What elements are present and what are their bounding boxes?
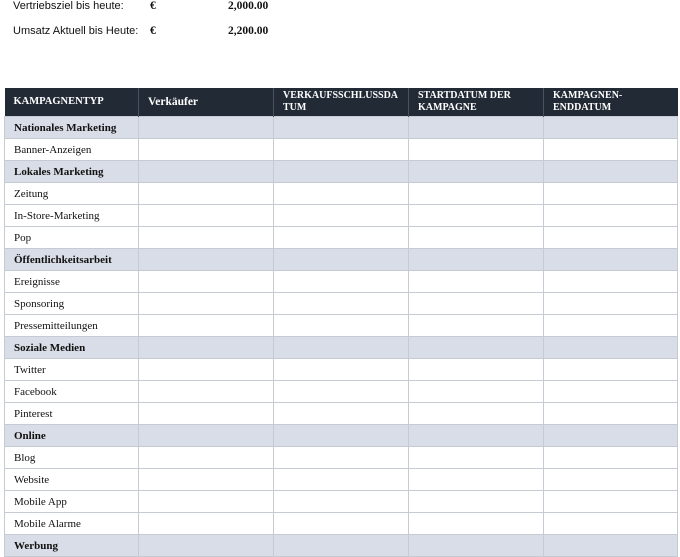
campaign-type-cell: Mobile App: [5, 491, 139, 513]
category-row: [5, 535, 678, 557]
goal-label: Vertriebsziel bis heute:: [13, 0, 124, 12]
sale-close-date-cell[interactable]: [274, 425, 409, 447]
table-row: [5, 139, 678, 161]
category-row: [5, 249, 678, 271]
header-seller: Verkäufer: [139, 88, 274, 117]
header-campaign-start: STARTDATUM DER KAMPAGNE: [409, 88, 544, 117]
end-date-cell[interactable]: [544, 293, 678, 315]
campaign-type-cell: Ereignisse: [5, 271, 139, 293]
header-sale-close-date: VERKAUFSSCHLUSSDA TUM: [274, 88, 409, 117]
header-campaign-end: KAMPAGNEN-ENDDATUM: [544, 88, 678, 117]
campaign-type-cell: Pressemitteilungen: [5, 315, 139, 337]
start-date-cell[interactable]: [409, 271, 544, 293]
sale-close-date-cell[interactable]: [274, 249, 409, 271]
seller-cell[interactable]: [139, 403, 274, 425]
start-date-cell[interactable]: [409, 535, 544, 557]
seller-cell[interactable]: [139, 315, 274, 337]
campaign-type-cell: Öffentlichkeitsarbeit: [5, 249, 139, 271]
table-row: [5, 513, 678, 535]
end-date-cell[interactable]: [544, 447, 678, 469]
end-date-cell[interactable]: [544, 359, 678, 381]
end-date-cell[interactable]: [544, 271, 678, 293]
sale-close-date-cell[interactable]: [274, 183, 409, 205]
seller-cell[interactable]: [139, 161, 274, 183]
sale-close-date-cell[interactable]: [274, 139, 409, 161]
start-date-cell[interactable]: [409, 403, 544, 425]
table-row: [5, 491, 678, 513]
table-row: [5, 359, 678, 381]
sale-close-date-cell[interactable]: [274, 513, 409, 535]
start-date-cell[interactable]: [409, 183, 544, 205]
start-date-cell[interactable]: [409, 381, 544, 403]
end-date-cell[interactable]: [544, 381, 678, 403]
sale-close-date-cell[interactable]: [274, 337, 409, 359]
sale-close-date-cell[interactable]: [274, 381, 409, 403]
start-date-cell[interactable]: [409, 469, 544, 491]
end-date-cell[interactable]: [544, 469, 678, 491]
end-date-cell[interactable]: [544, 117, 678, 139]
table-row: [5, 381, 678, 403]
start-date-cell[interactable]: [409, 249, 544, 271]
header-campaign-type: KAMPAGNENTYP: [5, 88, 139, 117]
start-date-cell[interactable]: [409, 205, 544, 227]
end-date-cell[interactable]: [544, 227, 678, 249]
campaign-type-cell: Facebook: [5, 381, 139, 403]
end-date-cell[interactable]: [544, 491, 678, 513]
seller-cell[interactable]: [139, 535, 274, 557]
category-row: [5, 161, 678, 183]
seller-cell[interactable]: [139, 381, 274, 403]
table-row: [5, 469, 678, 491]
table-row: [5, 227, 678, 249]
sale-close-date-cell[interactable]: [274, 117, 409, 139]
actual-label: Umsatz Aktuell bis Heute:: [13, 25, 139, 37]
goal-currency: €: [150, 0, 156, 12]
campaign-type-cell: Pinterest: [5, 403, 139, 425]
start-date-cell[interactable]: [409, 359, 544, 381]
campaign-type-cell: Zeitung: [5, 183, 139, 205]
table-row: [5, 271, 678, 293]
sale-close-date-cell[interactable]: [274, 359, 409, 381]
summary-goal-row: [13, 0, 313, 14]
table-row: [5, 205, 678, 227]
campaign-type-cell: Werbung: [5, 535, 139, 557]
sale-close-date-cell[interactable]: [274, 469, 409, 491]
campaign-type-cell: Sponsoring: [5, 293, 139, 315]
table-header-row: [5, 88, 678, 117]
seller-cell[interactable]: [139, 359, 274, 381]
start-date-cell[interactable]: [409, 337, 544, 359]
sale-close-date-cell[interactable]: [274, 227, 409, 249]
campaign-type-cell: Blog: [5, 447, 139, 469]
campaign-type-cell: Banner-Anzeigen: [5, 139, 139, 161]
category-row: [5, 117, 678, 139]
table-row: [5, 447, 678, 469]
table-row: [5, 403, 678, 425]
end-date-cell[interactable]: [544, 183, 678, 205]
table-row: [5, 183, 678, 205]
sale-close-date-cell[interactable]: [274, 271, 409, 293]
table-row: [5, 293, 678, 315]
start-date-cell[interactable]: [409, 139, 544, 161]
end-date-cell[interactable]: [544, 205, 678, 227]
start-date-cell[interactable]: [409, 315, 544, 337]
seller-cell[interactable]: [139, 447, 274, 469]
start-date-cell[interactable]: [409, 161, 544, 183]
start-date-cell[interactable]: [409, 117, 544, 139]
campaign-type-cell: Pop: [5, 227, 139, 249]
seller-cell[interactable]: [139, 205, 274, 227]
campaign-type-cell: Online: [5, 425, 139, 447]
sale-close-date-cell[interactable]: [274, 447, 409, 469]
category-row: [5, 337, 678, 359]
campaign-type-cell: Twitter: [5, 359, 139, 381]
sale-close-date-cell[interactable]: [274, 205, 409, 227]
start-date-cell[interactable]: [409, 425, 544, 447]
actual-currency: €: [150, 25, 156, 37]
summary-actual-row: [13, 25, 313, 39]
seller-cell[interactable]: [139, 337, 274, 359]
seller-cell[interactable]: [139, 425, 274, 447]
sale-close-date-cell[interactable]: [274, 535, 409, 557]
seller-cell[interactable]: [139, 249, 274, 271]
start-date-cell[interactable]: [409, 293, 544, 315]
category-row: [5, 425, 678, 447]
end-date-cell[interactable]: [544, 249, 678, 271]
seller-cell[interactable]: [139, 271, 274, 293]
sale-close-date-cell[interactable]: [274, 161, 409, 183]
seller-cell[interactable]: [139, 183, 274, 205]
seller-cell[interactable]: [139, 491, 274, 513]
campaign-type-cell: Mobile Alarme: [5, 513, 139, 535]
sale-close-date-cell[interactable]: [274, 293, 409, 315]
sale-close-date-cell[interactable]: [274, 491, 409, 513]
end-date-cell[interactable]: [544, 337, 678, 359]
end-date-cell[interactable]: [544, 535, 678, 557]
end-date-cell[interactable]: [544, 513, 678, 535]
seller-cell[interactable]: [139, 139, 274, 161]
end-date-cell[interactable]: [544, 139, 678, 161]
sale-close-date-cell[interactable]: [274, 403, 409, 425]
seller-cell[interactable]: [139, 293, 274, 315]
end-date-cell[interactable]: [544, 315, 678, 337]
campaign-type-cell: In-Store-Marketing: [5, 205, 139, 227]
goal-value: 2,000.00: [228, 0, 269, 12]
table-row: [5, 315, 678, 337]
seller-cell[interactable]: [139, 513, 274, 535]
campaign-type-cell: Lokales Marketing: [5, 161, 139, 183]
sale-close-date-cell[interactable]: [274, 315, 409, 337]
end-date-cell[interactable]: [544, 161, 678, 183]
campaign-type-cell: Nationales Marketing: [5, 117, 139, 139]
seller-cell[interactable]: [139, 227, 274, 249]
campaign-type-cell: Soziale Medien: [5, 337, 139, 359]
start-date-cell[interactable]: [409, 513, 544, 535]
end-date-cell[interactable]: [544, 425, 678, 447]
seller-cell[interactable]: [139, 117, 274, 139]
campaign-type-cell: Website: [5, 469, 139, 491]
start-date-cell[interactable]: [409, 227, 544, 249]
start-date-cell[interactable]: [409, 491, 544, 513]
end-date-cell[interactable]: [544, 403, 678, 425]
seller-cell[interactable]: [139, 469, 274, 491]
actual-value: 2,200.00: [228, 25, 269, 37]
campaign-table: [4, 88, 678, 557]
start-date-cell[interactable]: [409, 447, 544, 469]
